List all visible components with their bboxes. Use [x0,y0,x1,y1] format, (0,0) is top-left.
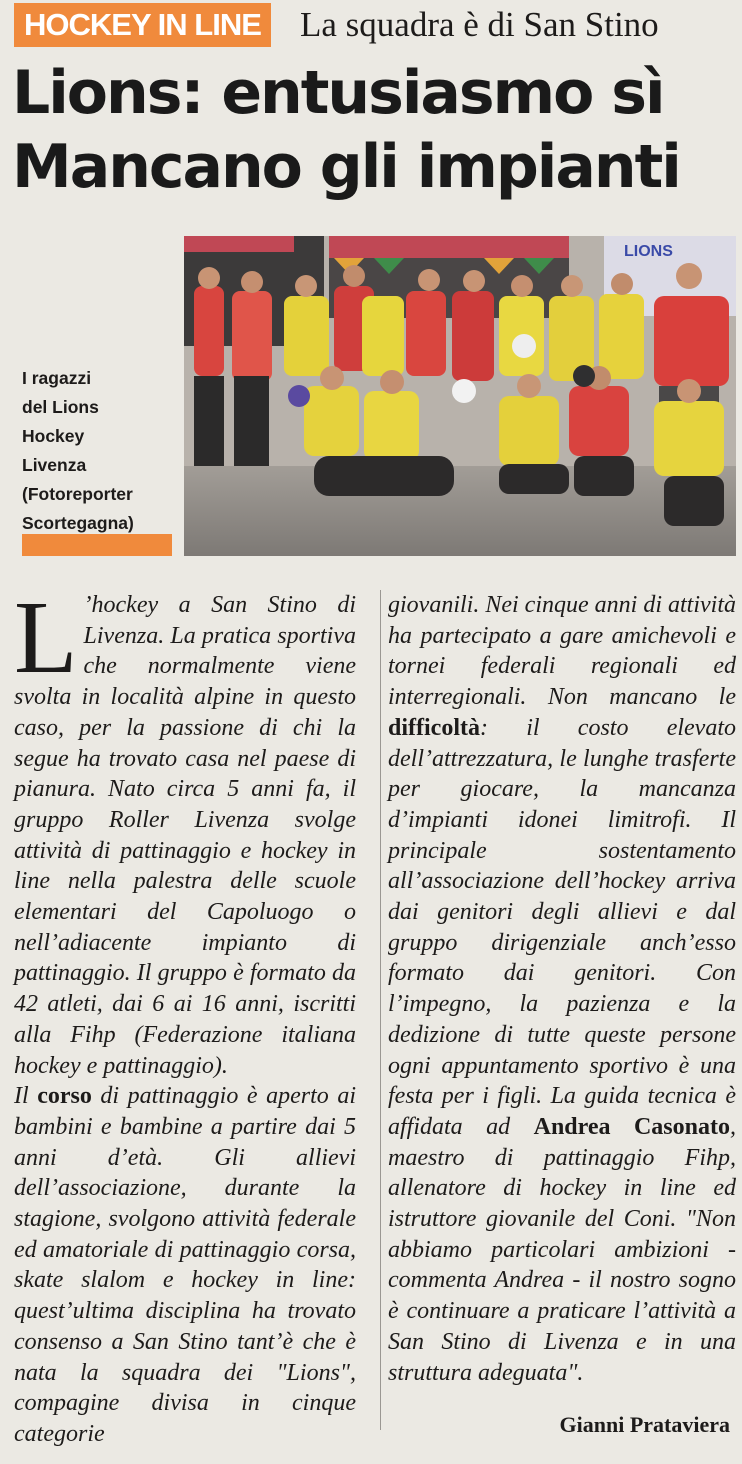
caption-line: Livenza [22,455,87,475]
caption-line: Hockey [22,426,85,446]
paragraph-text: ’hockey a San Stino di Livenza. La pratica sportiva che normalmente viene svolta in località alpine in questo caso, per la passione di chi la segue ha trovato casa nel paese di pianura. Nato circa 5 anni fa, il gruppo Roller Livenza svolge attività di pattinaggio e hockey in line nella palestra delle scuole elementari del Capoluogo o nell’adiacente impianto di pattinaggio. Il gruppo è formato da 42 atleti, dai 6 ai 16 anni, iscritti alla Fihp (Federazione italiana hockey e pattinaggio). [14,592,356,1079]
bold-name: Andrea Casonato [533,1113,730,1140]
headline-line-2: Mancano gli impianti [12,132,680,202]
paragraph-text: giovanili. Nei cinque anni di attività ha partecipato a gare amichevoli e tornei federali regionali ed interregionali. Non mancano le [388,592,736,711]
photo-caption [22,364,172,538]
article-paragraph [388,590,736,1388]
author-byline: Gianni Prataviera [559,1412,730,1437]
team-photo-illustration [184,236,736,556]
caption-line: Scortegagna) [22,513,134,533]
paragraph-text: di pattinaggio è aperto ai bambini e bambine a partire dai 5 anni d’età. Gli allievi dell’associazione, durante la stagione, svolgono attività federale ed amatoriale di pattinaggio corsa, skate slalom e hockey in line: quest’ultima disciplina ha trovato consenso a San Stino tant’è che è nata la squadra dei "Lions", compagine divisa in cinque categorie [14,1083,356,1447]
bold-term: difficoltà [388,714,480,741]
photo-banner-text: LIONS [624,243,673,260]
column-divider [380,590,381,1430]
caption-line: (Fotoreporter [22,484,133,504]
caption-accent-bar [22,534,172,556]
article-column-2 [388,590,736,1388]
paragraph-text: : il costo elevato dell’attrezzatura, le lunghe trasferte per giocare, la mancanza d’impianti idonei limitrofi. Il principale sostentamento all’associazione dell’hockey arriva dai genitori degli allievi e dal gruppo dirigenziale anch’esso formato dai genitori. Con l’impegno, la pazienza e la dedizione di tutte queste persone ogni appuntamento sportivo è una festa per i figli. La guida tecnica è affidata ad [388,714,736,1140]
article-paragraph [14,1081,356,1449]
team-photo [184,236,736,556]
paragraph-text: Il [14,1083,38,1110]
article-column-1 [14,580,356,1450]
drop-cap: L [14,580,78,695]
bold-term: corso [37,1083,92,1110]
headline [12,56,680,204]
section-kicker: HOCKEY IN LINE [14,3,271,47]
kicker-subtitle: La squadra è di San Stino [300,5,659,44]
caption-line: del Lions [22,397,99,417]
headline-line-1: Lions: entusiasmo sì [12,58,664,128]
article-paragraph [14,580,356,1081]
caption-line: I ragazzi [22,368,92,388]
paragraph-text: , maestro di pattinaggio Fihp, allenatore di hockey in line ed istruttore giovanile del Coni. "Non abbiamo particolari ambizioni - commenta Andrea - il nostro sogno è continuare a praticare l’attività a San Stino di Livenza e in una struttura adeguata". [388,1113,736,1386]
